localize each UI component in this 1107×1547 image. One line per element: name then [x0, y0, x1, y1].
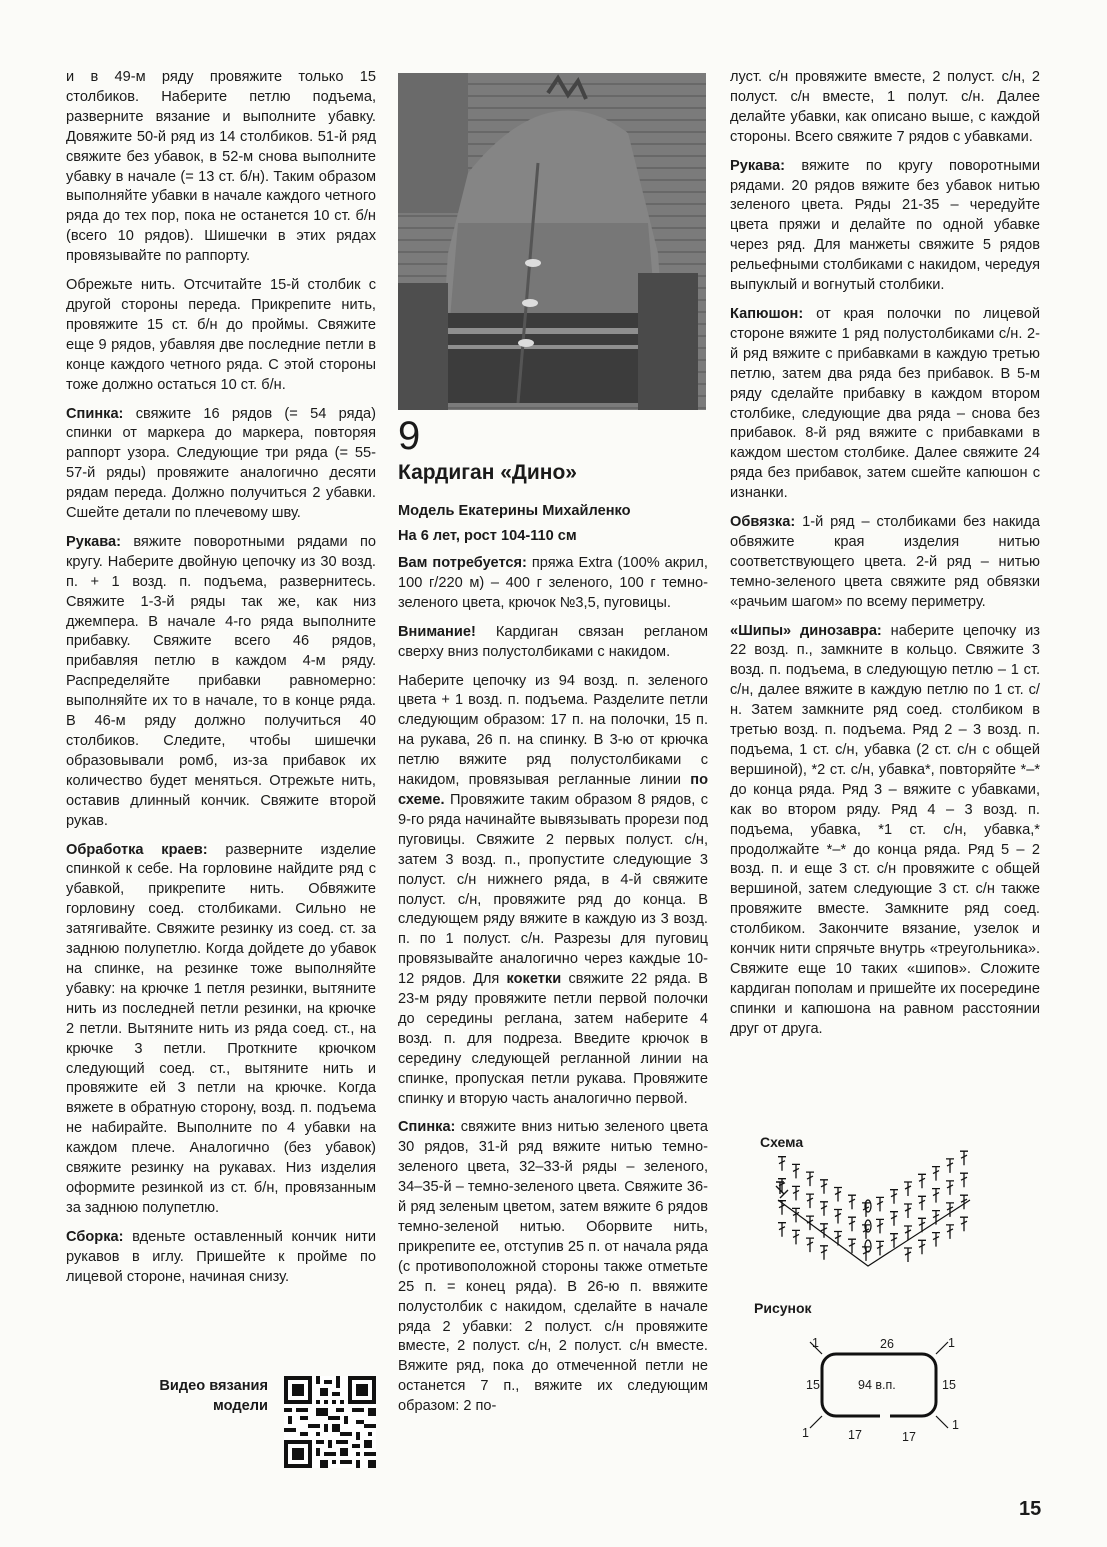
- drawing-label-bottom-left: 17: [848, 1428, 862, 1442]
- stitch-symbol: [862, 1247, 870, 1261]
- paragraph-text: вяжите поворотными рядами по кругу. Наберите двойную цепочку из 30 возд. п. + 1 возд. п. подъема, развернитесь. Свяжите 1-3-й ряды так же, как низ джемпера. В начале 4-го ряда выполните прибавку. Свяжите всего 46 рядов, прибавляя петлю в каждом 4-м ряду. Распределяйте прибавки равномерно: выполняйте их то в начале, то в конце ряда. В 46-м ряду должно получиться 40 столбиков. Следите, чтобы шишечки образовывали ромб, из-за прибавок их количество будет меняться. Отрежьте нить, оставив длинный кончик. Свяжите второй рукав.: [66, 533, 376, 829]
- paragraph-back: [66, 405, 376, 524]
- stitch-symbol: [946, 1181, 954, 1195]
- section-heading: Спинка:: [398, 1119, 456, 1136]
- stitch-symbol: [918, 1196, 926, 1210]
- paragraph-spikes: [730, 622, 1040, 1040]
- stitch-symbol: [820, 1202, 828, 1216]
- stitch-symbol: [960, 1173, 968, 1187]
- model-title: Кардиган «Дино»: [398, 461, 577, 484]
- stitch-symbol: [918, 1240, 926, 1254]
- stitch-symbol: [834, 1188, 842, 1202]
- stitch-symbol: [946, 1159, 954, 1173]
- paragraph-text: пряжа Extra (100% акрил, 100 г/220 м) – 400 г зеленого, 100 г темно-зеленого цвета, крючок №3,5, пуговицы.: [398, 555, 708, 611]
- column-left: [66, 68, 376, 1296]
- stitch-symbol: [820, 1180, 828, 1194]
- section-heading: Обработка краев:: [66, 841, 208, 858]
- paragraph-text: свяжите 22 ряда. В 23-м ряду провяжите петли первой полочки до середины реглана, затем наберите 4 возд. п. для подреза. Введите крючок в середину следующей регланной линии на спинке, пропуская петли рукава. Провяжите спинку и вторую часть аналогично первой.: [398, 971, 708, 1107]
- stitch-symbol: [876, 1197, 884, 1211]
- model-author: Модель Екатерины Михайленко: [398, 503, 631, 519]
- paragraph-text: Наберите цепочку из 94 возд. п. зеленого цвета + 1 возд. п. подъема. Разделите петли следующим образом: 17 п. на полочки, 15 п. на рукава, 26 п. на спинку. В 3-ю от крючка петлю вяжите ряд полустолбиками с накидом, провязывая регланные линии: [398, 672, 708, 789]
- stitch-symbol: [806, 1194, 814, 1208]
- stitch-symbol: [778, 1157, 786, 1171]
- stitch-symbol: [792, 1164, 800, 1178]
- drawing-label-top: 26: [880, 1337, 894, 1351]
- paragraph: луст. с/н провяжите вместе, 2 полуст. с/н, 2 полуст. с/н вместе, 1 полут. с/н. Далее делайте убавки, как описано выше, с каждой стороны. Всего свяжите 7 рядов с убавками.: [730, 69, 1040, 145]
- paragraph-text: наберите цепочку из 22 возд. п., замкните в кольцо. Свяжите 3 возд. п. подъема, в следующую петлю – 1 ст. с/н, далее вяжите в каждую петлю по 1 ст. с/н. Затем замкните ряд соед. столбиком в третью возд. п. подъема. Ряд 2 – 3 возд. п. подъема, 1 ст. с/н, убавка (2 ст. с/н с общей вершиной), *2 ст. с/н, убавка*, повторяйте *–* до конца ряда. Ряд 3 – вяжите с убавками, как во втором ряду. Ряд 4 – 3 возд. п. подъема, убавка, *1 ст. с/н, убавка,* продолжайте *–* до конца ряда. Ряд 5 – 2 возд. п. и еще 3 ст. с/н провяжите с общей вершиной, затем следующие 3 ст. с/н также провяжите вместе. Замкните ряд соед. столбиком. Закончите вязание, узелок и кончик нити спрячьте внутрь «треугольника». Свяжите еще 10 таких «шипов». Сложите кардиган пополам и пришейте их посередине спинки и капюшона на равном расстоянии друг от друга.: [730, 622, 1040, 1037]
- stitch-symbol: [792, 1186, 800, 1200]
- stitch-symbol: [932, 1167, 940, 1181]
- stitch-symbol: [848, 1239, 856, 1253]
- drawing-label-corner: 1: [802, 1426, 809, 1440]
- paragraph-text: вденьте оставленный кончик нити рукавов в иглу. Пришейте к пройме по лицевой стороне, начиная снизу.: [66, 1228, 376, 1285]
- stitch-symbol: [834, 1210, 842, 1224]
- stitch-symbol: [792, 1230, 800, 1244]
- section-heading: Сборка:: [66, 1228, 124, 1245]
- paragraph-text: свяжите 16 рядов (= 54 ряда) спинки от маркера до маркера, повторяя раппорт узора. Следующие три ряда (= 55-57-й ряды) провяжите аналогично десяти рядам переда. Должно получиться 2 убавки. Сшейте детали по плечевому шву.: [66, 405, 376, 522]
- drawing-label-left: 15: [806, 1378, 820, 1392]
- stitch-symbol: [778, 1179, 786, 1193]
- paragraph-sleeves: [730, 157, 1040, 296]
- drawing-label-corner: 1: [812, 1336, 819, 1350]
- paragraph-back: [398, 1118, 708, 1417]
- paragraph-text: от края полочки по лицевой стороне вяжите 1 ряд полустолбиками с/н. 2-й ряд вяжите с прибавками в каждую третью петлю, затем два ряда без прибавок. В 5-м ряду сделайте прибавку в каждом втором столбике, следующие два ряда – снова без прибавок. 8-й ряд вяжите с прибавками в каждом шестом столбике. Далее свяжите 24 ряда без прибавок, затем сшейте капюшон с изнанки.: [730, 305, 1040, 502]
- stitch-symbol: [946, 1225, 954, 1239]
- stitch-symbol: [848, 1217, 856, 1231]
- inline-bold: по схеме.: [398, 772, 708, 808]
- model-size: На 6 лет, рост 104-110 см: [398, 528, 577, 544]
- paragraph-hood: [730, 305, 1040, 504]
- drawing-label-right: 15: [942, 1378, 956, 1392]
- raglan-schema-diagram: [770, 1138, 980, 1270]
- paragraph-edges: [66, 841, 376, 1219]
- model-number: 9: [398, 414, 421, 458]
- drawing-label-corner: 1: [952, 1418, 959, 1432]
- stitch-symbol: [806, 1238, 814, 1252]
- stitch-symbol: [890, 1212, 898, 1226]
- section-heading: Внимание!: [398, 623, 476, 640]
- paragraph-text: свяжите вниз нитью зеленого цвета 30 рядов, 31-й ряд вяжите нитью темно-зеленого цвета, 32–33-й ряды – зеленого, 34–35-й – темно-зеленого цвета. Свяжите 36-й ряд зеленым цветом, затем вяжите 6 рядов темно-зеленой нитью. Оборвите нить, прикрепите ее, отступив 25 п. от начала ряда (с противоположной стороны также отметьте 25 п. = конец ряда). В 26-ю п. ввяжите полустолбик с накидом, сделайте в начале ряда 2 убавки: 2 полуст. с/н провяжите вместе, 2 полуст. с/н, 2 полуст. с/н вместе. Вяжите ряд, пока до отмеченной петли не останется 7 п., вяжите их следующим образом: 2 по-: [398, 1119, 708, 1415]
- paragraph: и в 49-м ряду провяжите только 15 столбиков. Наберите петлю подъема, разверните вязание и выполните убавку. Довяжите 50-й ряд из 14 столбиков. 51-й ряд свяжите без убавок, в 52-м снова выполните убавку в начале (= 13 ст. б/н). Таким образом выполняйте убавки в начале каждого четного ряда до тех пор, пока не останется 10 ст. б/н (всего 10 рядов). Шишечки в этих рядах провязывайте по раппорту.: [66, 69, 376, 265]
- schema-label: Схема: [760, 1134, 804, 1150]
- stitch-symbol: [806, 1172, 814, 1186]
- qr-code[interactable]: [284, 1376, 376, 1468]
- stitch-symbol: [890, 1190, 898, 1204]
- stitch-symbol: [904, 1182, 912, 1196]
- section-heading: Рукава:: [66, 533, 122, 550]
- section-heading: «Шипы» динозавра:: [730, 622, 882, 639]
- column-right: [730, 68, 1040, 1049]
- stitch-symbol: [918, 1218, 926, 1232]
- cardigan-photo: [398, 73, 706, 410]
- drawing-label-corner: 1: [948, 1336, 955, 1350]
- paragraph-sleeves: [66, 533, 376, 832]
- stitch-symbol: [890, 1234, 898, 1248]
- section-heading: Обвязка:: [730, 514, 796, 531]
- paragraph-text: вяжите по кругу поворотными рядами. 20 рядов вяжите без убавок нитью зеленого цвета. Ряды 21-35 – чередуйте цвета пряжи и делайте по одной убавке через ряд. Для манжеты свяжите 5 рядов рельефными столбиками с накидом, чередуя выпуклый и вогнутый столбики.: [730, 157, 1040, 294]
- paragraph-text: 1-й ряд – столбиками без накида обвяжите края изделия нитью соответствующего цвета. 2-й ряд – нитью темно-зеленого цвета свяжите ряд обвязки «рачьим шагом» по всему периметру.: [730, 514, 1040, 610]
- drawing-label-center: 94 в.п.: [858, 1378, 896, 1392]
- paragraph-edging: [730, 513, 1040, 613]
- stitch-symbol: [778, 1223, 786, 1237]
- stitch-symbol: [960, 1217, 968, 1231]
- drawing-label: Рисунок: [754, 1300, 812, 1316]
- paragraph-text: Кардиган связан регланом сверху вниз полустолбиками с накидом.: [398, 623, 708, 660]
- stitch-symbol: [904, 1248, 912, 1262]
- column-middle: [398, 68, 708, 1488]
- stitch-symbol: [848, 1195, 856, 1209]
- paragraph-text: разверните изделие спинкой к себе. На горловине найдите ряд с убавкой, прикрепите нить. Обвяжите горловину соед. столбиками. Сильно не затягивайте. Свяжите резинку из соед. ст. за заднюю полупетлю. Когда дойдете до убавок на спинке, на резинке тоже выполняйте убавку: на крючке 1 петля резинки, вытяните нить из последней петли резинки, на крючке 2 петли. Вытяните нить из ряда соед. ст., на крючке 3 петли. Проткните крючком следующий соед. ст., вытяните нить и провяжите ей 3 петли на крючке. Когда вяжете в обратную сторону, возд. п. подъема не набирайте. Выполните по 4 убавки на каждом плече. Аналогично (без убавок) свяжите резинку на рукавах. Низ изделия оформите резинкой из ст. б/н, провязанным за заднюю полупетлю.: [66, 841, 376, 1216]
- paragraph-assembly: [66, 1228, 376, 1288]
- stitch-symbol: [932, 1189, 940, 1203]
- section-heading: Вам потребуется:: [398, 555, 527, 571]
- drawing-label-bottom-right: 17: [902, 1430, 916, 1444]
- paragraph-text: Провяжите таким образом 8 рядов, с 9-го ряда начинайте вывязывать прорези под пуговицы. Свяжите 2 первых полуст. с/н, затем 3 возд. п., пропустите следующие 3 полуст. с/н нижнего ряда, в 4-й свяжите полуст. с/н, провяжите ряд до конца. В следующем ряду вяжите в каждую из 3 возд. п. по 1 полуст. с/н. Разрезы для пуговиц провязывайте аналогично через каждые 10-12 рядов. Для: [398, 791, 708, 988]
- stitch-symbol: [932, 1233, 940, 1247]
- section-heading: Рукава:: [730, 157, 786, 174]
- section-heading: Капюшон:: [730, 305, 804, 322]
- stitch-symbol: [876, 1219, 884, 1233]
- stitch-symbol: [960, 1151, 968, 1165]
- paragraph: Обрежьте нить. Отсчитайте 15-й столбик с другой стороны переда. Прикрепите нить, провяжите 15 ст. б/н до проймы. Свяжите еще 9 рядов, убавляя две последние петли в конце каждого четного ряда. С этой стороны тоже должно остаться 10 ст. б/н.: [66, 277, 376, 393]
- section-heading: Спинка:: [66, 405, 124, 422]
- paragraph-materials: [398, 554, 708, 614]
- page-number: 15: [1019, 1498, 1042, 1520]
- stitch-symbol: [820, 1246, 828, 1260]
- paragraph-attention: [398, 623, 708, 663]
- stitch-symbol: [876, 1241, 884, 1255]
- paragraph-main: [398, 672, 708, 1110]
- inline-bold: кокетки: [506, 971, 562, 988]
- stitch-symbol: [904, 1204, 912, 1218]
- stitch-symbol: [918, 1174, 926, 1188]
- qr-label: Видео вязания модели: [159, 1378, 268, 1414]
